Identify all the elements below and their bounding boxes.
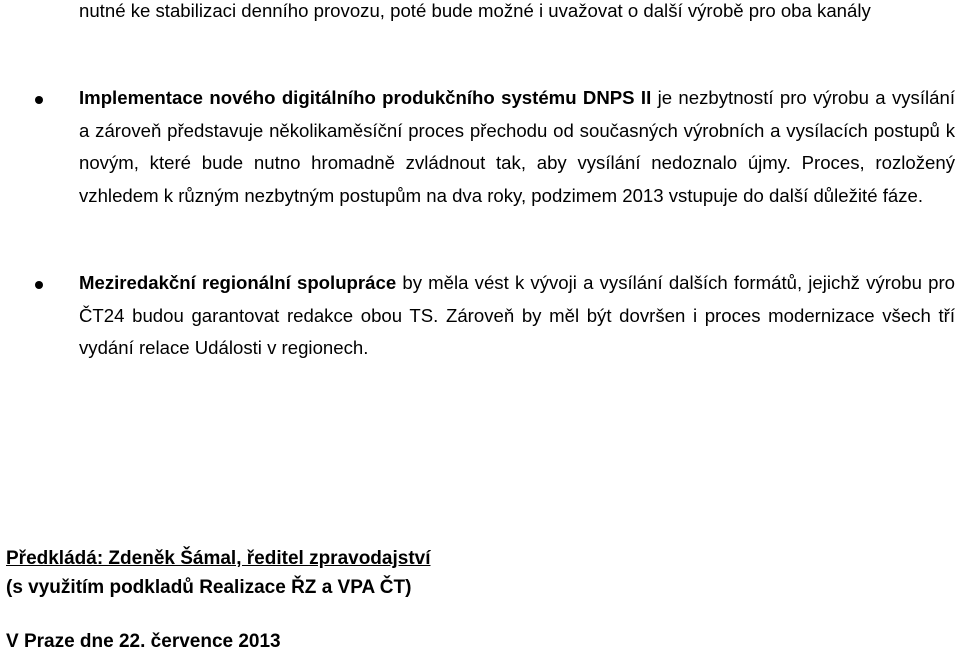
date-line: V Praze dne 22. července 2013 bbox=[6, 631, 281, 652]
continuation-paragraph bbox=[79, 0, 955, 28]
list-item-heading: Implementace nového digitálního produkčního systému DNPS II bbox=[79, 87, 652, 108]
submitted-by-line: Předkládá: Zdeněk Šámal, ředitel zpravodajství bbox=[6, 548, 431, 569]
list-item-heading: Meziredakční regionální spolupráce bbox=[79, 272, 397, 293]
list-item-text: je nezbytností pro výrobu a vysílání a zároveň představuje několikaměsíční proces přechodu od současných výrobních a vysílacích postupů k novým, které bude nutno hromadně zvládnout tak, aby vysílání nedoznalo újmy. Proces, rozložený vzhledem k různým nezbytným postupům na dva roky, podzimem 2013 vstupuje do další důležité fáze. bbox=[79, 87, 955, 206]
list-item-dnps bbox=[79, 82, 955, 212]
bullet-icon bbox=[35, 96, 43, 104]
sources-line: (s využitím podkladů Realizace ŘZ a VPA ČT) bbox=[6, 577, 412, 598]
continuation-text: nutné ke stabilizaci denního provozu, poté bude možné i uvažovat o další výrobě pro oba kanály bbox=[79, 0, 871, 21]
list-item-text: by měla vést k vývoji a vysílání dalších formátů, jejichž výrobu pro ČT24 budou garantovat redakce obou TS. Zároveň by měl být dovršen i proces modernizace všech tří vydání relace Události v regionech. bbox=[79, 272, 955, 358]
bullet-icon bbox=[35, 281, 43, 289]
list-item-regional-cooperation bbox=[79, 267, 955, 365]
